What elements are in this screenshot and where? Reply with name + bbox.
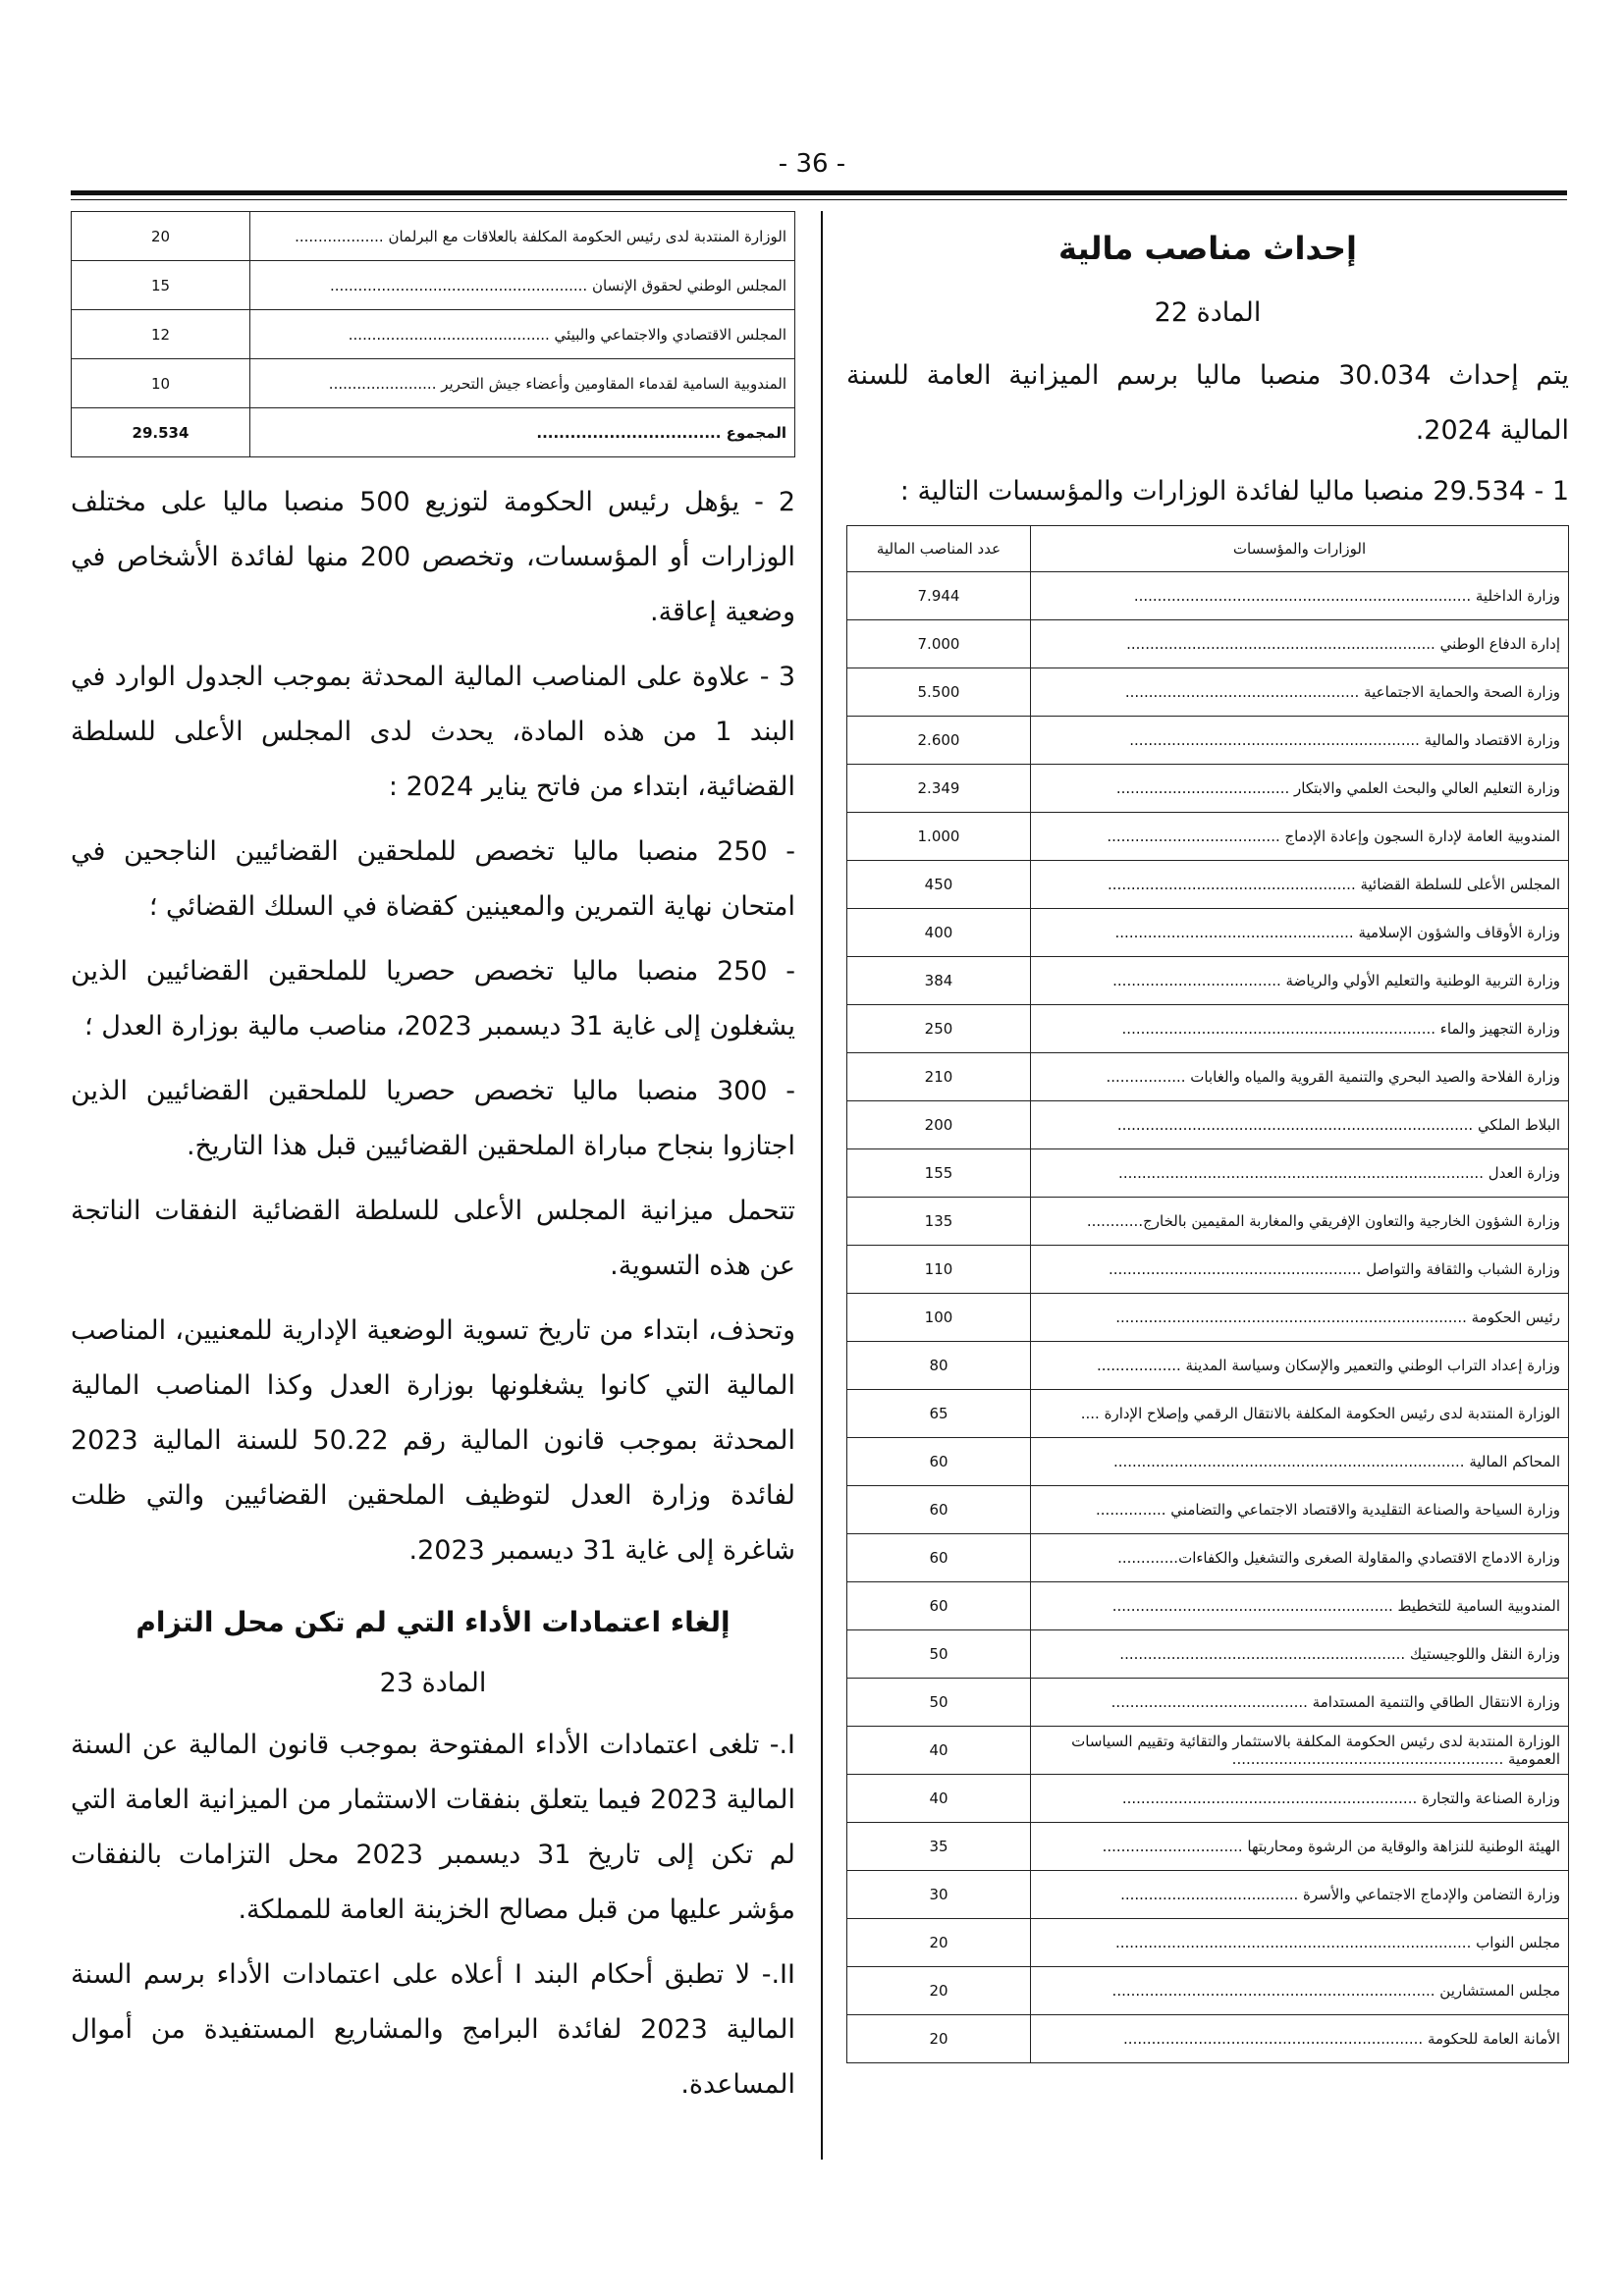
ministry-name: وزارة الاقتصاد والمالية ..............................................................: [1031, 717, 1569, 765]
positions-count: 50: [847, 1630, 1031, 1679]
positions-count: 12: [72, 310, 250, 359]
ministry-name: إدارة الدفاع الوطني ..................................................................: [1031, 620, 1569, 668]
ministry-name: المندوبية السامية للتخطيط ............................................................: [1031, 1582, 1569, 1630]
ministry-name: المندوبية السامية لقدماء المقاومين وأعضاء جيش التحرير .......................: [250, 359, 795, 408]
table-row: [847, 1582, 1569, 1630]
positions-count: 5.500: [847, 668, 1031, 717]
table-row: [847, 1438, 1569, 1486]
paragraph-3: 3 - علاوة على المناصب المالية المحدثة بموجب الجدول الوارد في البند 1 من هذه المادة، يحدث لدى المجلس الأعلى للسلطة القضائية، ابتداء من فاتح يناير 2024 :: [71, 662, 795, 802]
table-row: [847, 1871, 1569, 1919]
section-heading: إحداث مناصب مالية: [1058, 230, 1357, 267]
paragraph-2: 2 - يؤهل رئيس الحكومة لتوزيع 500 منصبا ماليا على مختلف الوزارات أو المؤسسات، وتخصص 200 منها لفائدة الأشخاص في وضعية إعاقة.: [71, 487, 795, 627]
positions-count: 60: [847, 1534, 1031, 1582]
positions-count: 10: [72, 359, 250, 408]
table-row: [847, 765, 1569, 813]
header-ministries: الوزارات والمؤسسات: [1031, 526, 1569, 572]
positions-count: 15: [72, 261, 250, 310]
ministry-name: وزارة السياحة والصناعة التقليدية والاقتصاد الاجتماعي والتضامني ...............: [1031, 1486, 1569, 1534]
paragraph-I: I.- تلغى اعتمادات الأداء المفتوحة بموجب قانون المالية عن السنة المالية 2023 فيما يتعلق بنفقات الاستثمار من الميزانية العامة التي لم تكن إلى تاريخ 31 ديسمبر 2023 محل التزامات بالنفقات مؤشر عليها من قبل مصالح الخزينة العامة للمملكة.: [71, 1730, 796, 1925]
positions-count: 60: [847, 1438, 1031, 1486]
table-row: [847, 1727, 1569, 1775]
ministry-name: المحاكم المالية ...........................................................................: [1031, 1438, 1569, 1486]
table-row: [72, 359, 795, 408]
table-row: [847, 957, 1569, 1005]
table-row: [847, 717, 1569, 765]
positions-table-continued: [71, 211, 795, 457]
ministry-name: وزارة الصحة والحماية الاجتماعية ..................................................: [1031, 668, 1569, 717]
positions-count: 2.349: [847, 765, 1031, 813]
table-row: [847, 1630, 1569, 1679]
table-row: [847, 620, 1569, 668]
positions-count: 1.000: [847, 813, 1031, 861]
ministry-name: الوزارة المنتدبة لدى رئيس الحكومة المكلفة بالانتقال الرقمي وإصلاح الإدارة ....: [1031, 1390, 1569, 1438]
ministry-name: الأمانة العامة للحكومة ................................................................: [1031, 2015, 1569, 2063]
table-row: [847, 813, 1569, 861]
positions-count: 200: [847, 1101, 1031, 1149]
positions-count: 35: [847, 1823, 1031, 1871]
item-1-intro: 1 - 29.534 منصبا ماليا لفائدة الوزارات والمؤسسات التالية :: [899, 476, 1569, 507]
table-row: [847, 572, 1569, 620]
table-row: [847, 2015, 1569, 2063]
ministry-name: مجلس المستشارين .....................................................................: [1031, 1967, 1569, 2015]
header-rule-thin: [71, 199, 1567, 200]
table-row: [847, 861, 1569, 909]
header-rule: [71, 190, 1567, 195]
ministry-name: المجلس الاقتصادي والاجتماعي والبيئي ...........................................: [250, 310, 795, 359]
table-row: [847, 1679, 1569, 1727]
ministry-name: وزارة العدل ..............................................................................: [1031, 1149, 1569, 1198]
positions-count: 450: [847, 861, 1031, 909]
ministry-name: الهيئة الوطنية للنزاهة والوقاية من الرشوة ومحاربتها ..............................: [1031, 1823, 1569, 1871]
table-row: [847, 1390, 1569, 1438]
ministry-name: وزارة التعليم العالي والبحث العلمي والابتكار .....................................: [1031, 765, 1569, 813]
bullet-300-attached: - 300 منصبا ماليا تخصص حصريا للملحقين القضائيين الذين اجتازوا بنجاح مباراة الملحقين القضائيين قبل هذا التاريخ.: [71, 1076, 795, 1161]
table-row: [847, 1823, 1569, 1871]
table-header-row: [847, 526, 1569, 572]
ministry-name: وزارة التجهيز والماء ...................................................................: [1031, 1005, 1569, 1053]
positions-count: 155: [847, 1149, 1031, 1198]
left-column: [71, 211, 795, 2112]
paragraph-4: تتحمل ميزانية المجلس الأعلى للسلطة القضائية النفقات الناتجة عن هذه التسوية.: [71, 1196, 795, 1281]
ministry-name: وزارة النقل واللوجيستيك .............................................................: [1031, 1630, 1569, 1679]
positions-count: 65: [847, 1390, 1031, 1438]
ministry-name: وزارة الفلاحة والصيد البحري والتنمية القروية والمياه والغابات .................: [1031, 1053, 1569, 1101]
table-row: [847, 1919, 1569, 1967]
table-row: [847, 1246, 1569, 1294]
ministry-name: وزارة الشباب والثقافة والتواصل ......................................................: [1031, 1246, 1569, 1294]
positions-count: 50: [847, 1679, 1031, 1727]
table-row: [847, 668, 1569, 717]
ministry-name: المجلس الأعلى للسلطة القضائية .....................................................: [1031, 861, 1569, 909]
table-row: [847, 909, 1569, 957]
table-row: [72, 261, 795, 310]
positions-count: 135: [847, 1198, 1031, 1246]
ministry-name: وزارة الشؤون الخارجية والتعاون الإفريقي والمغاربة المقيمين بالخارج............: [1031, 1198, 1569, 1246]
paragraph-5: وتحذف، ابتداء من تاريخ تسوية الوضعية الإدارية للمعنيين، المناصب المالية التي كانوا يشغلونها بوزارة العدل وكذا المناصب المالية المحدثة بموجب قانون المالية رقم 50.22 للسنة المالية 2023 لفائدة وزارة العدل لتوظيف الملحقين القضائيين والتي ظلت شاغرة إلى غاية 31 ديسمبر 2023.: [71, 1315, 795, 1566]
right-column: [846, 211, 1569, 2063]
positions-count: 100: [847, 1294, 1031, 1342]
positions-count: 7.944: [847, 572, 1031, 620]
positions-count: 110: [847, 1246, 1031, 1294]
positions-count: 250: [847, 1005, 1031, 1053]
table-row: [847, 1486, 1569, 1534]
positions-count: 400: [847, 909, 1031, 957]
positions-count: 2.600: [847, 717, 1031, 765]
table-row: [847, 1005, 1569, 1053]
table-row: [847, 1101, 1569, 1149]
positions-count: 60: [847, 1486, 1031, 1534]
positions-table: [846, 525, 1569, 2063]
section-heading-2: إلغاء اعتمادات الأداء التي لم تكن محل التزام: [135, 1606, 731, 1638]
table-row: [847, 1967, 1569, 2015]
ministry-name: وزارة الانتقال الطاقي والتنمية المستدامة ..........................................: [1031, 1679, 1569, 1727]
total-row: [72, 408, 795, 457]
ministry-name: الوزارة المنتدبة لدى رئيس الحكومة المكلفة بالعلاقات مع البرلمان ...................: [250, 212, 795, 261]
total-count: 29.534: [72, 408, 250, 457]
positions-count: 7.000: [847, 620, 1031, 668]
table-row: [847, 1775, 1569, 1823]
positions-count: 20: [847, 2015, 1031, 2063]
positions-count: 20: [847, 1919, 1031, 1967]
table-row: [847, 1294, 1569, 1342]
table-row: [847, 1342, 1569, 1390]
ministry-name: رئيس الحكومة ...........................................................................: [1031, 1294, 1569, 1342]
bullet-250-judges: - 250 منصبا ماليا تخصص للملحقين القضائيين الناجحين في امتحان نهاية التمرين والمعينين كقضاة في السلك القضائي ؛: [71, 836, 795, 922]
ministry-name: وزارة الادماج الاقتصادي والمقاولة الصغرى والتشغيل والكفاءات.............: [1031, 1534, 1569, 1582]
table-row: [72, 212, 795, 261]
table-row: [847, 1198, 1569, 1246]
ministry-name: الوزارة المنتدبة لدى رئيس الحكومة المكلفة بالاستثمار والتقائية وتقييم السياسات العمومية ..........................................................: [1031, 1727, 1569, 1775]
ministry-name: وزارة الصناعة والتجارة ...............................................................: [1031, 1775, 1569, 1823]
ministry-name: المجلس الوطني لحقوق الإنسان .......................................................: [250, 261, 795, 310]
ministry-name: وزارة الداخلية ........................................................................: [1031, 572, 1569, 620]
table-row: [847, 1053, 1569, 1101]
ministry-name: وزارة الأوقاف والشؤون الإسلامية ...................................................: [1031, 909, 1569, 957]
page-number: - 36 -: [778, 149, 846, 179]
header-positions-count: عدد المناصب المالية: [847, 526, 1031, 572]
total-label: المجموع .................................: [250, 408, 795, 457]
positions-count: 40: [847, 1775, 1031, 1823]
ministry-name: وزارة إعداد التراب الوطني والتعمير والإسكان وسياسة المدينة ..................: [1031, 1342, 1569, 1390]
article-23-title: المادة 23: [379, 1668, 487, 1698]
ministry-name: البلاط الملكي ............................................................................: [1031, 1101, 1569, 1149]
positions-count: 20: [847, 1967, 1031, 2015]
paragraph-II: II.- لا تطبق أحكام البند I أعلاه على اعتمادات الأداء برسم السنة المالية 2023 لفائدة البرامج والمشاريع المستفيدة من أموال المساعدة.: [71, 1959, 795, 2100]
positions-count: 20: [72, 212, 250, 261]
column-divider: [821, 211, 823, 2160]
bullet-250-attached: - 250 منصبا ماليا تخصص حصريا للملحقين القضائيين الذين يشغلون إلى غاية 31 ديسمبر 2023، مناصب مالية بوزارة العدل ؛: [71, 956, 795, 1041]
positions-count: 40: [847, 1727, 1031, 1775]
ministry-name: وزارة التربية الوطنية والتعليم الأولي والرياضة ....................................: [1031, 957, 1569, 1005]
table-row: [72, 310, 795, 359]
positions-count: 60: [847, 1582, 1031, 1630]
ministry-name: مجلس النواب ............................................................................: [1031, 1919, 1569, 1967]
table-row: [847, 1534, 1569, 1582]
article-22-title: المادة 22: [1154, 297, 1262, 328]
positions-count: 210: [847, 1053, 1031, 1101]
positions-count: 30: [847, 1871, 1031, 1919]
table-row: [847, 1149, 1569, 1198]
positions-count: 384: [847, 957, 1031, 1005]
positions-count: 80: [847, 1342, 1031, 1390]
ministry-name: وزارة التضامن والإدماج الاجتماعي والأسرة ......................................: [1031, 1871, 1569, 1919]
ministry-name: المندوبية العامة لإدارة السجون وإعادة الإدماج .....................................: [1031, 813, 1569, 861]
article-22-intro: يتم إحداث 30.034 منصبا ماليا برسم الميزانية العامة للسنة المالية 2024.: [846, 360, 1569, 446]
